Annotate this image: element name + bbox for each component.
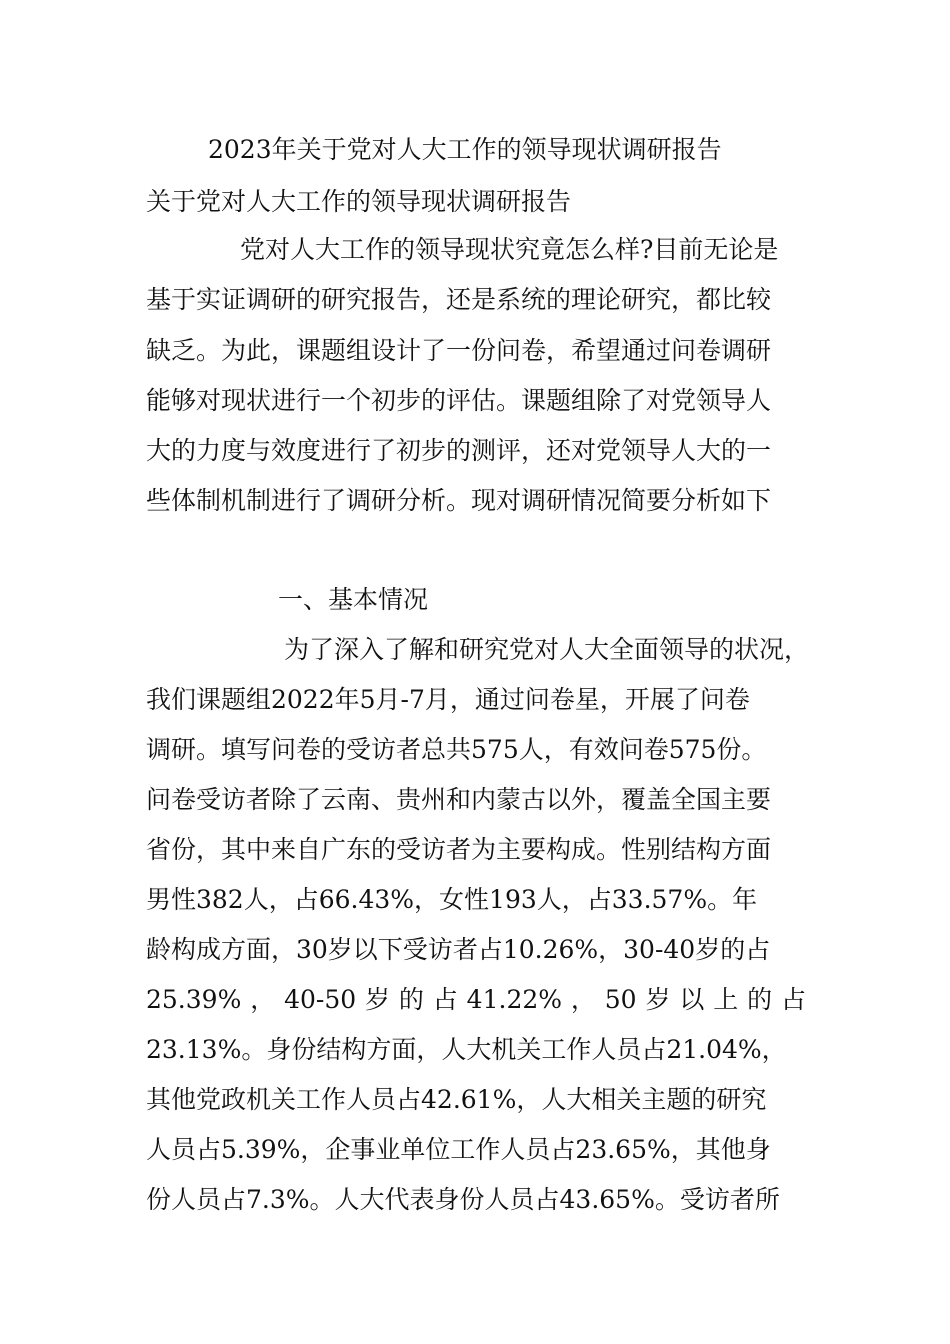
intro-line: 些体制机制进行了调研分析。现对调研情况简要分析如下 [146,486,772,515]
section-line: 省份，其中来自广东的受访者为主要构成。性别结构方面 [146,835,772,864]
intro-line: 能够对现状进行一个初步的评估。课题组除了对党领导人 [146,386,772,415]
section-line: 我们课题组2022年5月-7月，通过问卷星，开展了问卷 [146,685,750,714]
section-line: 其他党政机关工作人员占42.61%，人大相关主题的研究 [146,1085,767,1114]
section-line: 人员占5.39%，企事业单位工作人员占23.65%，其他身 [146,1135,771,1164]
document-title: 2023年关于党对人大工作的领导现状调研报告 [208,135,722,164]
section-line: 25.39%，40-50岁的占41.22%，50岁以上的占 [146,985,806,1014]
intro-line: 基于实证调研的研究报告，还是系统的理论研究，都比较 [146,285,772,314]
section-line: 男性382人，占66.43%，女性193人，占33.57%。年 [146,885,758,914]
intro-line: 党对人大工作的领导现状究竟怎么样?目前无论是 [240,235,779,264]
section-line: 龄构成方面，30岁以下受访者占10.26%，30-40岁的占 [146,935,771,964]
section-line: 调研。填写问卷的受访者总共575人，有效问卷575份。 [146,735,767,764]
section-heading: 一、基本情况 [278,585,429,614]
intro-line: 大的力度与效度进行了初步的测评，还对党领导人大的一 [146,436,772,465]
section-line: 问卷受访者除了云南、贵州和内蒙古以外，覆盖全国主要 [146,785,772,814]
section-line: 23.13%。身份结构方面，人大机关工作人员占21.04%， [146,1035,787,1064]
document-subtitle: 关于党对人大工作的领导现状调研报告 [146,187,572,216]
section-line: 份人员占7.3%。人大代表身份人员占43.65%。受访者所 [146,1185,780,1214]
intro-line: 缺乏。为此，课题组设计了一份问卷，希望通过问卷调研 [146,336,772,365]
section-line: 为了深入了解和研究党对人大全面领导的状况， [284,635,810,664]
